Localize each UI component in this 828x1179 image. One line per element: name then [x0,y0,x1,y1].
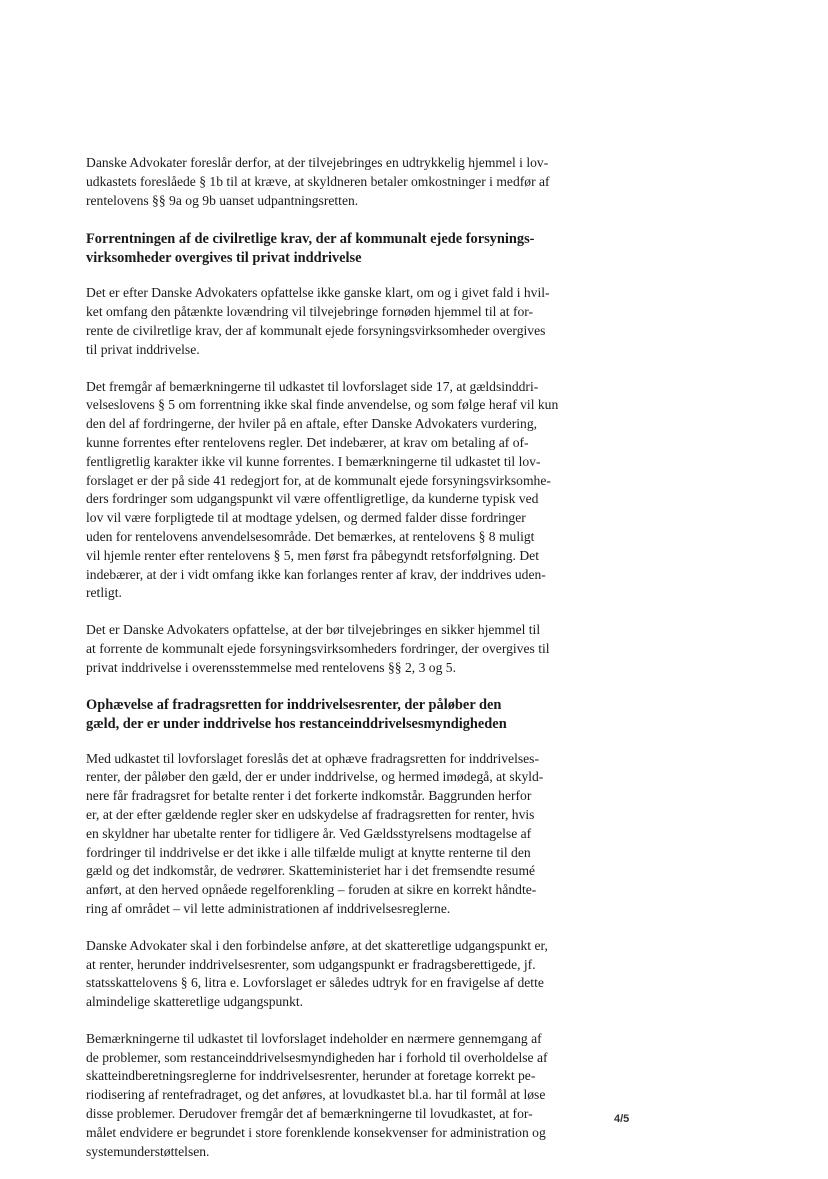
text-line: forslaget er der på side 41 redegjort for, at de kommunalt ejede forsyningsvirksomhe- [86,472,551,488]
text-line: privat inddrivelse i overensstemmelse med rentelovens §§ 2, 3 og 5. [86,659,456,675]
text-line: udkastets foreslåede § 1b til at kræve, at skyldneren betaler omkostninger i medfør af [86,173,550,189]
text-line: kunne forrentes efter rentelovens regler. Det indebærer, at krav om betaling af of- [86,434,529,450]
text-line: Det fremgår af bemærkningerne til udkastet til lovforslaget side 17, at gældsinddri- [86,378,539,394]
text-line: Danske Advokater foreslår derfor, at der tilvejebringes en udtrykkelig hjemmel i lov- [86,155,549,170]
paragraph [86,378,616,604]
text-line: ders fordringer som udgangspunkt vil være offentligretlige, da kunderne typisk ved [86,491,539,507]
text-line: at forrente de kommunalt ejede forsyningsvirksomheders fordringer, der overgives til [86,640,550,656]
text-line: nere får fradragsret for betalte renter i det forkerte indkomstår. Baggrunden herfor [86,788,532,804]
paragraph [86,937,616,1012]
text-line: er, at der efter gældende regler sker en udskydelse af fradragsretten for renter, hvis [86,806,535,822]
text-line: lov vil være forpligtede til at modtage ydelsen, og dermed falder disse fordringer [86,510,526,526]
text-line: de problemer, som restanceinddrivelsesmyndigheden har i forhold til overholdelse af [86,1049,548,1065]
text-line: Danske Advokater skal i den forbindelse anføre, at det skatteretlige udgangspunkt er, [86,937,548,953]
document-body [86,154,616,1179]
paragraph [86,284,616,359]
text-line: en skyldner har ubetalte renter for tidligere år. Ved Gældsstyrelsens modtagelse af [86,825,532,841]
text-line: riodisering af rentefradraget, og det anføres, at lovudkastet bl.a. har til formål at løse [86,1087,546,1103]
text-line: til privat inddrivelse. [86,341,200,357]
text-line: renter, der påløber den gæld, der er under inddrivelse, og hermed imødegå, at skyld- [86,769,544,785]
section-heading [86,230,616,268]
paragraph [86,750,616,919]
text-line: Med udkastet til lovforslaget foreslås det at ophæve fradragsretten for inddrivelses- [86,750,539,766]
text-line: disse problemer. Derudover fremgår det af bemærkningerne til lovudkastet, at for- [86,1106,533,1122]
text-line: retligt. [86,585,122,601]
text-line: Bemærkningerne til udkastet til lovforslaget indeholder en nærmere gennemgang af [86,1030,542,1046]
text-line: systemunderstøttelsen. [86,1143,210,1159]
text-line: rente de civilretlige krav, der af kommunalt ejede forsyningsvirksomheder overgives [86,322,546,338]
text-line: ket omfang den påtænkte lovændring vil tilvejebringe fornøden hjemmel til at for- [86,304,534,320]
heading-line: Ophævelse af fradragsretten for inddrivelsesrenter, der påløber den [86,696,502,713]
heading-line: gæld, der er under inddrivelse hos restanceinddrivelsesmyndigheden [86,715,507,732]
text-line: den del af fordringerne, der hviler på en aftale, efter Danske Advokaters vurdering, [86,416,538,432]
text-line: skatteindberetningsreglerne for inddrivelsesrenter, herunder at foretage korrekt pe- [86,1068,536,1084]
heading-line: virksomheder overgives til privat inddrivelse [86,250,362,267]
text-line: almindelige skatteretlige udgangspunkt. [86,994,304,1010]
text-line: fentligretlig karakter ikke vil kunne forrentes. I bemærkningerne til udkastet til lov- [86,453,541,469]
text-line: fordringer til inddrivelse er det ikke i alle tilfælde muligt at knytte renterne til den [86,844,531,860]
text-line: vil hjemle renter efter rentelovens § 5, men først fra påbegyndt retsforfølgning. Det [86,547,539,563]
text-line: Det er Danske Advokaters opfattelse, at der bør tilvejebringes en sikker hjemmel til [86,622,541,638]
text-line: velseslovens § 5 om forrentning ikke skal finde anvendelse, og som følge heraf vil kun [86,397,559,413]
text-line: Det er efter Danske Advokaters opfattelse ikke ganske klart, om og i givet fald i hvil- [86,285,550,301]
text-line: statsskattelovens § 6, litra e. Lovforslaget er således udtryk for en fravigelse af dette [86,975,544,991]
text-line: målet endvidere er begrundet i store forenklende konsekvenser for administration og [86,1124,546,1140]
text-line: rentelovens §§ 9a og 9b uanset udpantningsretten. [86,192,359,208]
heading-line: Forrentningen af de civilretlige krav, der af kommunalt ejede forsynings- [86,231,535,248]
paragraph [86,621,616,677]
text-line: anført, at den herved opnåede regelforenkling – foruden at sikre en korrekt håndte- [86,882,537,898]
paragraph [86,1030,616,1162]
text-line: ring af området – vil lette administrationen af inddrivelsesreglerne. [86,900,451,916]
text-line: uden for rentelovens anvendelsesområde. Det bemærkes, at rentelovens § 8 muligt [86,528,535,544]
section-heading [86,696,616,734]
paragraph [86,154,616,210]
text-line: indebærer, at der i vidt omfang ikke kan forlanges renter af krav, der inddrives uden- [86,566,546,582]
page-number: 4/5 [614,1113,630,1125]
text-line: gæld og det indkomstår, de vedrører. Skatteministeriet har i det fremsendte resumé [86,863,536,879]
text-line: at renter, herunder inddrivelsesrenter, som udgangspunkt er fradragsberettigede, jf. [86,956,536,972]
